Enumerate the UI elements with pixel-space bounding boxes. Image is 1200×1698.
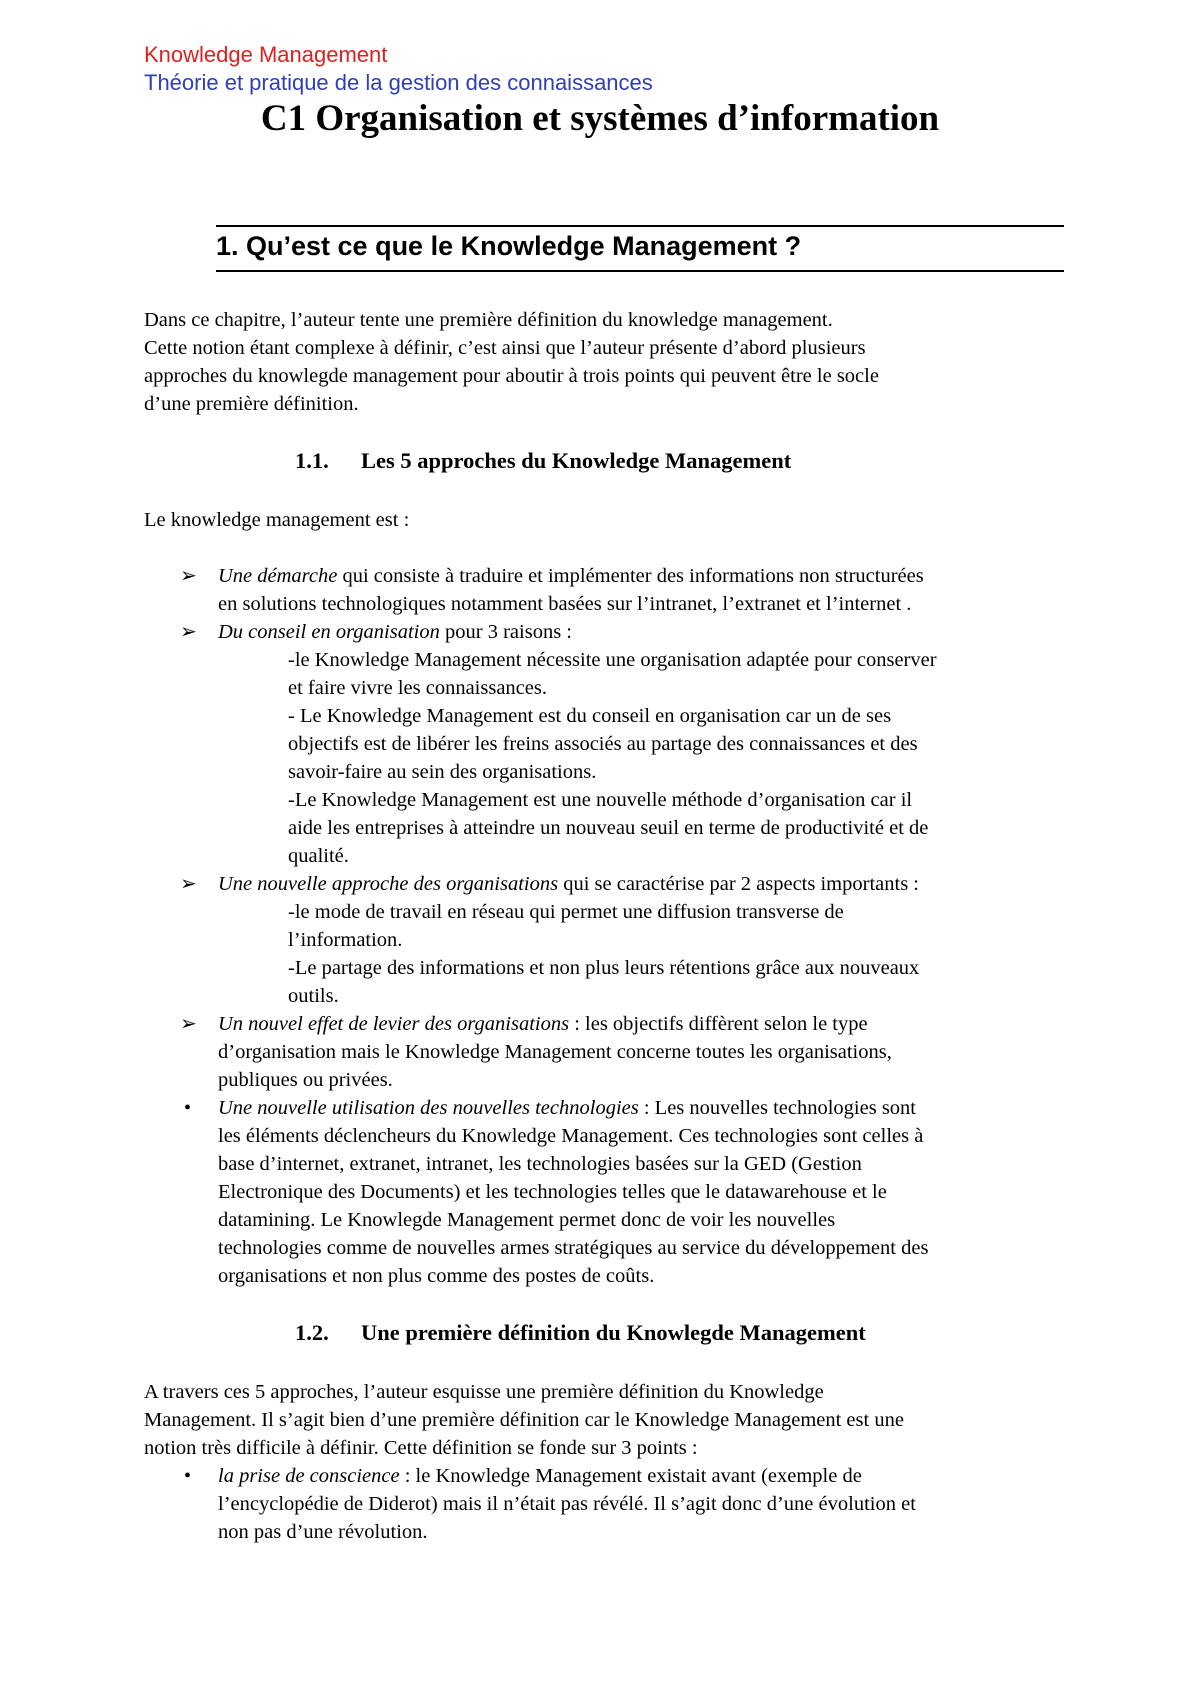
approach-3-sub-4: outils.	[288, 985, 339, 1007]
approach-2-sub-8: qualité.	[288, 845, 349, 867]
approach-2-sub-1: -le Knowledge Management nécessite une organisation adaptée pour conserver	[288, 649, 937, 671]
bullet-dot-icon: •	[184, 1465, 192, 1487]
intro-line-3: approches du knowlegde management pour aboutir à trois points qui peuvent être le socle	[144, 365, 879, 387]
intro-line-1: Dans ce chapitre, l’auteur tente une première définition du knowledge management.	[144, 309, 833, 331]
bullet-dot-icon: •	[184, 1097, 192, 1119]
approach-5-term: Une nouvelle utilisation des nouvelles technologies	[218, 1097, 639, 1119]
approach-5-line-2: les éléments déclencheurs du Knowledge Management. Ces technologies sont celles à	[218, 1125, 924, 1147]
bullet-arrow-icon: ➢	[180, 621, 197, 643]
definition-point-1-line-2: l’encyclopédie de Diderot) mais il n’était pas révélé. Il s’agit donc d’une évolution et	[218, 1493, 916, 1515]
bullet-arrow-icon: ➢	[180, 1013, 197, 1035]
approach-5-line-3: base d’internet, extranet, intranet, les technologies basées sur la GED (Gestion	[218, 1153, 862, 1175]
approach-3-sub-1: -le mode de travail en réseau qui permet une diffusion transverse de	[288, 901, 844, 923]
running-header-subtitle: Théorie et pratique de la gestion des connaissances	[144, 70, 653, 95]
section-1-1-lead: Le knowledge management est :	[144, 509, 410, 531]
definition-point-1-line-1: la prise de conscience : le Knowledge Management existait avant (exemple de	[218, 1465, 862, 1487]
section-1-heading-box	[216, 225, 1064, 272]
approach-4-line-1: Un nouvel effet de levier des organisations : les objectifs diffèrent selon le type	[218, 1013, 868, 1035]
definition-intro-line-1: A travers ces 5 approches, l’auteur esquisse une première définition du Knowledge	[144, 1381, 824, 1403]
approach-3-sub-3: -Le partage des informations et non plus leurs rétentions grâce aux nouveaux	[288, 957, 920, 979]
bullet-arrow-icon: ➢	[180, 565, 197, 587]
section-1-2-title: Une première définition du Knowlegde Management	[361, 1320, 866, 1345]
approach-1-line-2: en solutions technologiques notamment basées sur l’intranet, l’extranet et l’internet .	[218, 593, 912, 615]
approach-4-line-3: publiques ou privées.	[218, 1069, 393, 1091]
approach-4-line-2: d’organisation mais le Knowledge Management concerne toutes les organisations,	[218, 1041, 892, 1063]
approach-1-term: Une démarche	[218, 565, 338, 587]
approach-5-line-1: Une nouvelle utilisation des nouvelles technologies : Les nouvelles technologies sont	[218, 1097, 917, 1119]
definition-intro-line-2: Management. Il s’agit bien d’une première définition car le Knowledge Management est une	[144, 1409, 904, 1431]
approach-3-line-1: Une nouvelle approche des organisations qui se caractérise par 2 aspects importants :	[218, 873, 919, 895]
approach-2-line-1: Du conseil en organisation pour 3 raisons :	[218, 621, 572, 643]
approach-2-sub-5: savoir-faire au sein des organisations.	[288, 761, 597, 783]
approach-5-line-7: organisations et non plus comme des postes de coûts.	[218, 1265, 655, 1287]
approach-2-sub-7: aide les entreprises à atteindre un nouveau seuil en terme de productivité et de	[288, 817, 929, 839]
chapter-title: C1 Organisation et systèmes d’information	[260, 98, 940, 139]
approach-5-line-5: datamining. Le Knowlegde Management permet donc de voir les nouvelles	[218, 1209, 836, 1231]
approach-2-sub-4: objectifs est de libérer les freins associés au partage des connaissances et des	[288, 733, 918, 755]
approach-5-line-4: Electronique des Documents) et les technologies telles que le datawarehouse et le	[218, 1181, 887, 1203]
section-1-1-heading	[295, 448, 791, 474]
approach-3-term: Une nouvelle approche des organisations	[218, 873, 559, 895]
approach-3-sub-2: l’information.	[288, 929, 403, 951]
section-1-heading: 1. Qu’est ce que le Knowledge Management ?	[216, 231, 802, 261]
section-1-2-number: 1.2.	[295, 1320, 329, 1345]
intro-line-4: d’une première définition.	[144, 393, 359, 415]
approach-2-term: Du conseil en organisation	[218, 621, 440, 643]
definition-point-1-term: la prise de conscience	[218, 1465, 400, 1487]
approach-2-sub-3: - Le Knowledge Management est du conseil en organisation car un de ses	[288, 705, 892, 727]
approach-2-sub-6: -Le Knowledge Management est une nouvelle méthode d’organisation car il	[288, 789, 913, 811]
section-1-1-title: Les 5 approches du Knowledge Management	[361, 448, 792, 473]
intro-line-2: Cette notion étant complexe à définir, c’est ainsi que l’auteur présente d’abord plusieurs	[144, 337, 866, 359]
approach-1-line-1: Une démarche qui consiste à traduire et implémenter des informations non structurées	[218, 565, 924, 587]
running-header-title: Knowledge Management	[144, 42, 388, 67]
approach-2-sub-2: et faire vivre les connaissances.	[288, 677, 547, 699]
bullet-arrow-icon: ➢	[180, 873, 197, 895]
approach-4-term: Un nouvel effet de levier des organisations	[218, 1013, 570, 1035]
section-1-1-number: 1.1.	[295, 448, 329, 473]
approach-5-line-6: technologies comme de nouvelles armes stratégiques au service du développement des	[218, 1237, 929, 1259]
definition-point-1-line-3: non pas d’une révolution.	[218, 1521, 428, 1543]
definition-intro-line-3: notion très difficile à définir. Cette définition se fonde sur 3 points :	[144, 1437, 698, 1459]
section-1-2-heading	[295, 1320, 866, 1346]
